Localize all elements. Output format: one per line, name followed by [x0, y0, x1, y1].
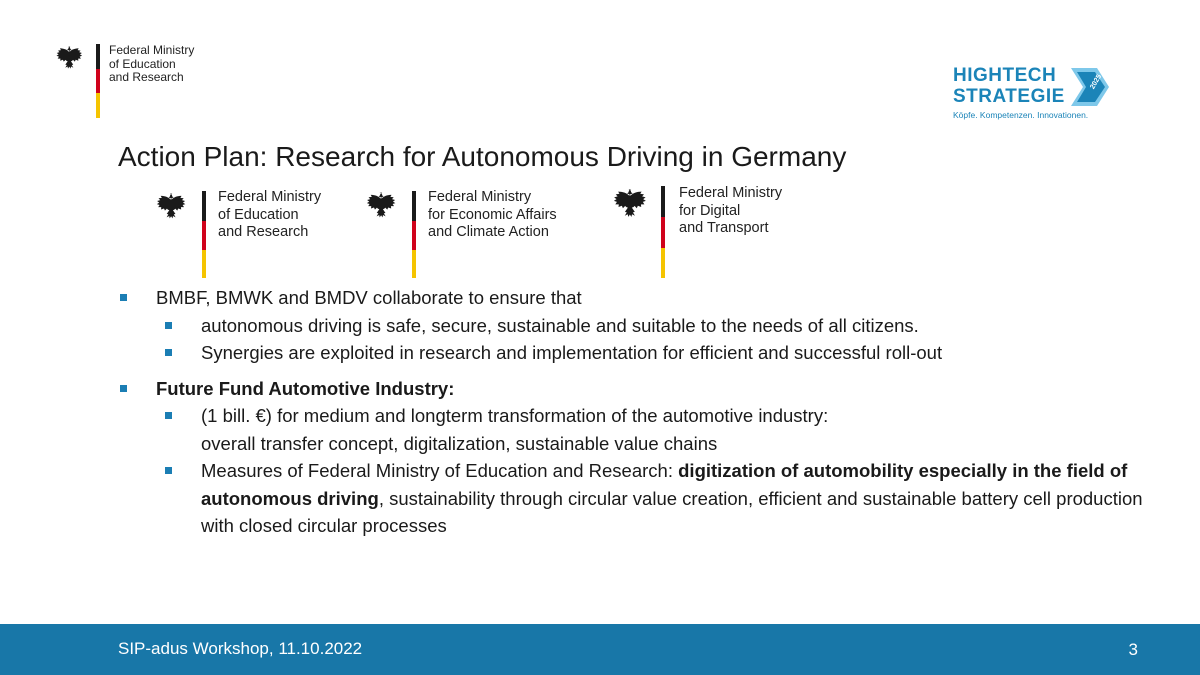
flag-stripe-black [96, 44, 100, 69]
square-bullet-icon [165, 412, 172, 419]
flag-stripe-red [412, 221, 416, 250]
list-item [118, 402, 1158, 457]
hightech-triangle-icon [1071, 68, 1109, 106]
square-bullet-icon [165, 322, 172, 329]
list-item [118, 339, 1158, 367]
flag-stripe-black [412, 191, 416, 221]
ministry-name-line: for Economic Affairs [428, 206, 557, 223]
hightech-strategie-logo [953, 66, 1113, 124]
bullet-text: Synergies are exploited in research and implementation for efficient and successful roll-out [201, 342, 943, 363]
flag-stripe-gold [96, 93, 100, 118]
federal-eagle-icon [155, 190, 191, 222]
ministry-name-line: Federal Ministry [428, 189, 532, 205]
page-number: 3 [1128, 640, 1138, 659]
ministry-name-line: Federal Ministry [218, 189, 322, 205]
ministry-name [218, 189, 321, 242]
ministry-name-line: and Research [218, 224, 309, 240]
federal-eagle-icon [55, 43, 87, 72]
federal-eagle-icon [612, 185, 652, 221]
flag-stripe-gold [412, 250, 416, 278]
flag-stripe-black [202, 191, 206, 221]
ministry-name-line: Federal Ministry [109, 43, 195, 57]
square-bullet-icon [165, 467, 172, 474]
federal-eagle-icon [365, 189, 401, 221]
bullet-text: (1 bill. €) for medium and longterm transformation of the automotive industry: [201, 405, 829, 426]
bullet-text: BMBF, BMWK and BMDV collaborate to ensure that [156, 287, 582, 308]
ministry-name-line: and Research [109, 70, 184, 84]
bullet-text: , sustainability through circular value creation, efficient and sustainable battery cell production with closed circular processes [201, 487, 1143, 536]
flag-stripe-red [202, 221, 206, 250]
square-bullet-icon [120, 385, 127, 392]
list-item [118, 375, 1158, 403]
hightech-logo-word: HIGHTECH [953, 65, 1057, 86]
square-bullet-icon [120, 294, 127, 301]
ministry-name-line: and Climate Action [428, 224, 549, 240]
bullet-heading: Future Fund Automotive Industry: [156, 377, 455, 399]
bullet-emphasis: digitization of automobility especially in the field of autonomous driving [201, 460, 1128, 509]
bullet-text: autonomous driving is safe, secure, sustainable and suitable to the needs of all citizens. [201, 314, 919, 336]
ministry-name-line: Federal Ministry [679, 185, 783, 201]
footer-bar [0, 624, 1200, 675]
flag-stripe-red [661, 217, 665, 248]
footer-event-date: SIP-adus Workshop, 11.10.2022 [118, 639, 363, 658]
hightech-year: 2025 [1089, 73, 1104, 91]
ministry-name-line: of Education [109, 56, 176, 71]
list-item [118, 284, 1158, 312]
flag-stripe-black [661, 186, 665, 217]
bullet-text: overall transfer concept, digitalization, sustainable value chains [201, 432, 718, 454]
ministry-name [109, 44, 194, 85]
flag-stripe-gold [661, 248, 665, 278]
flag-stripe-gold [202, 250, 206, 278]
ministry-name [679, 185, 782, 238]
ministry-name-line: for Digital [679, 202, 741, 219]
ministry-name-line: and Transport [679, 220, 769, 236]
bullet-list [118, 284, 1158, 540]
hightech-tagline: Köpfe. Kompetenzen. Innovationen. [953, 110, 1089, 120]
ministry-name [428, 189, 557, 242]
bullet-text: Measures of Federal Ministry of Education and Research: [201, 460, 679, 481]
square-bullet-icon [165, 349, 172, 356]
list-item [118, 312, 1158, 340]
slide-title: Action Plan: Research for Autonomous Driving in Germany [118, 141, 847, 172]
strategie-logo-word: STRATEGIE [953, 86, 1065, 107]
flag-stripe-red [96, 69, 100, 93]
list-item [118, 457, 1158, 540]
ministry-name-line: of Education [218, 206, 299, 223]
